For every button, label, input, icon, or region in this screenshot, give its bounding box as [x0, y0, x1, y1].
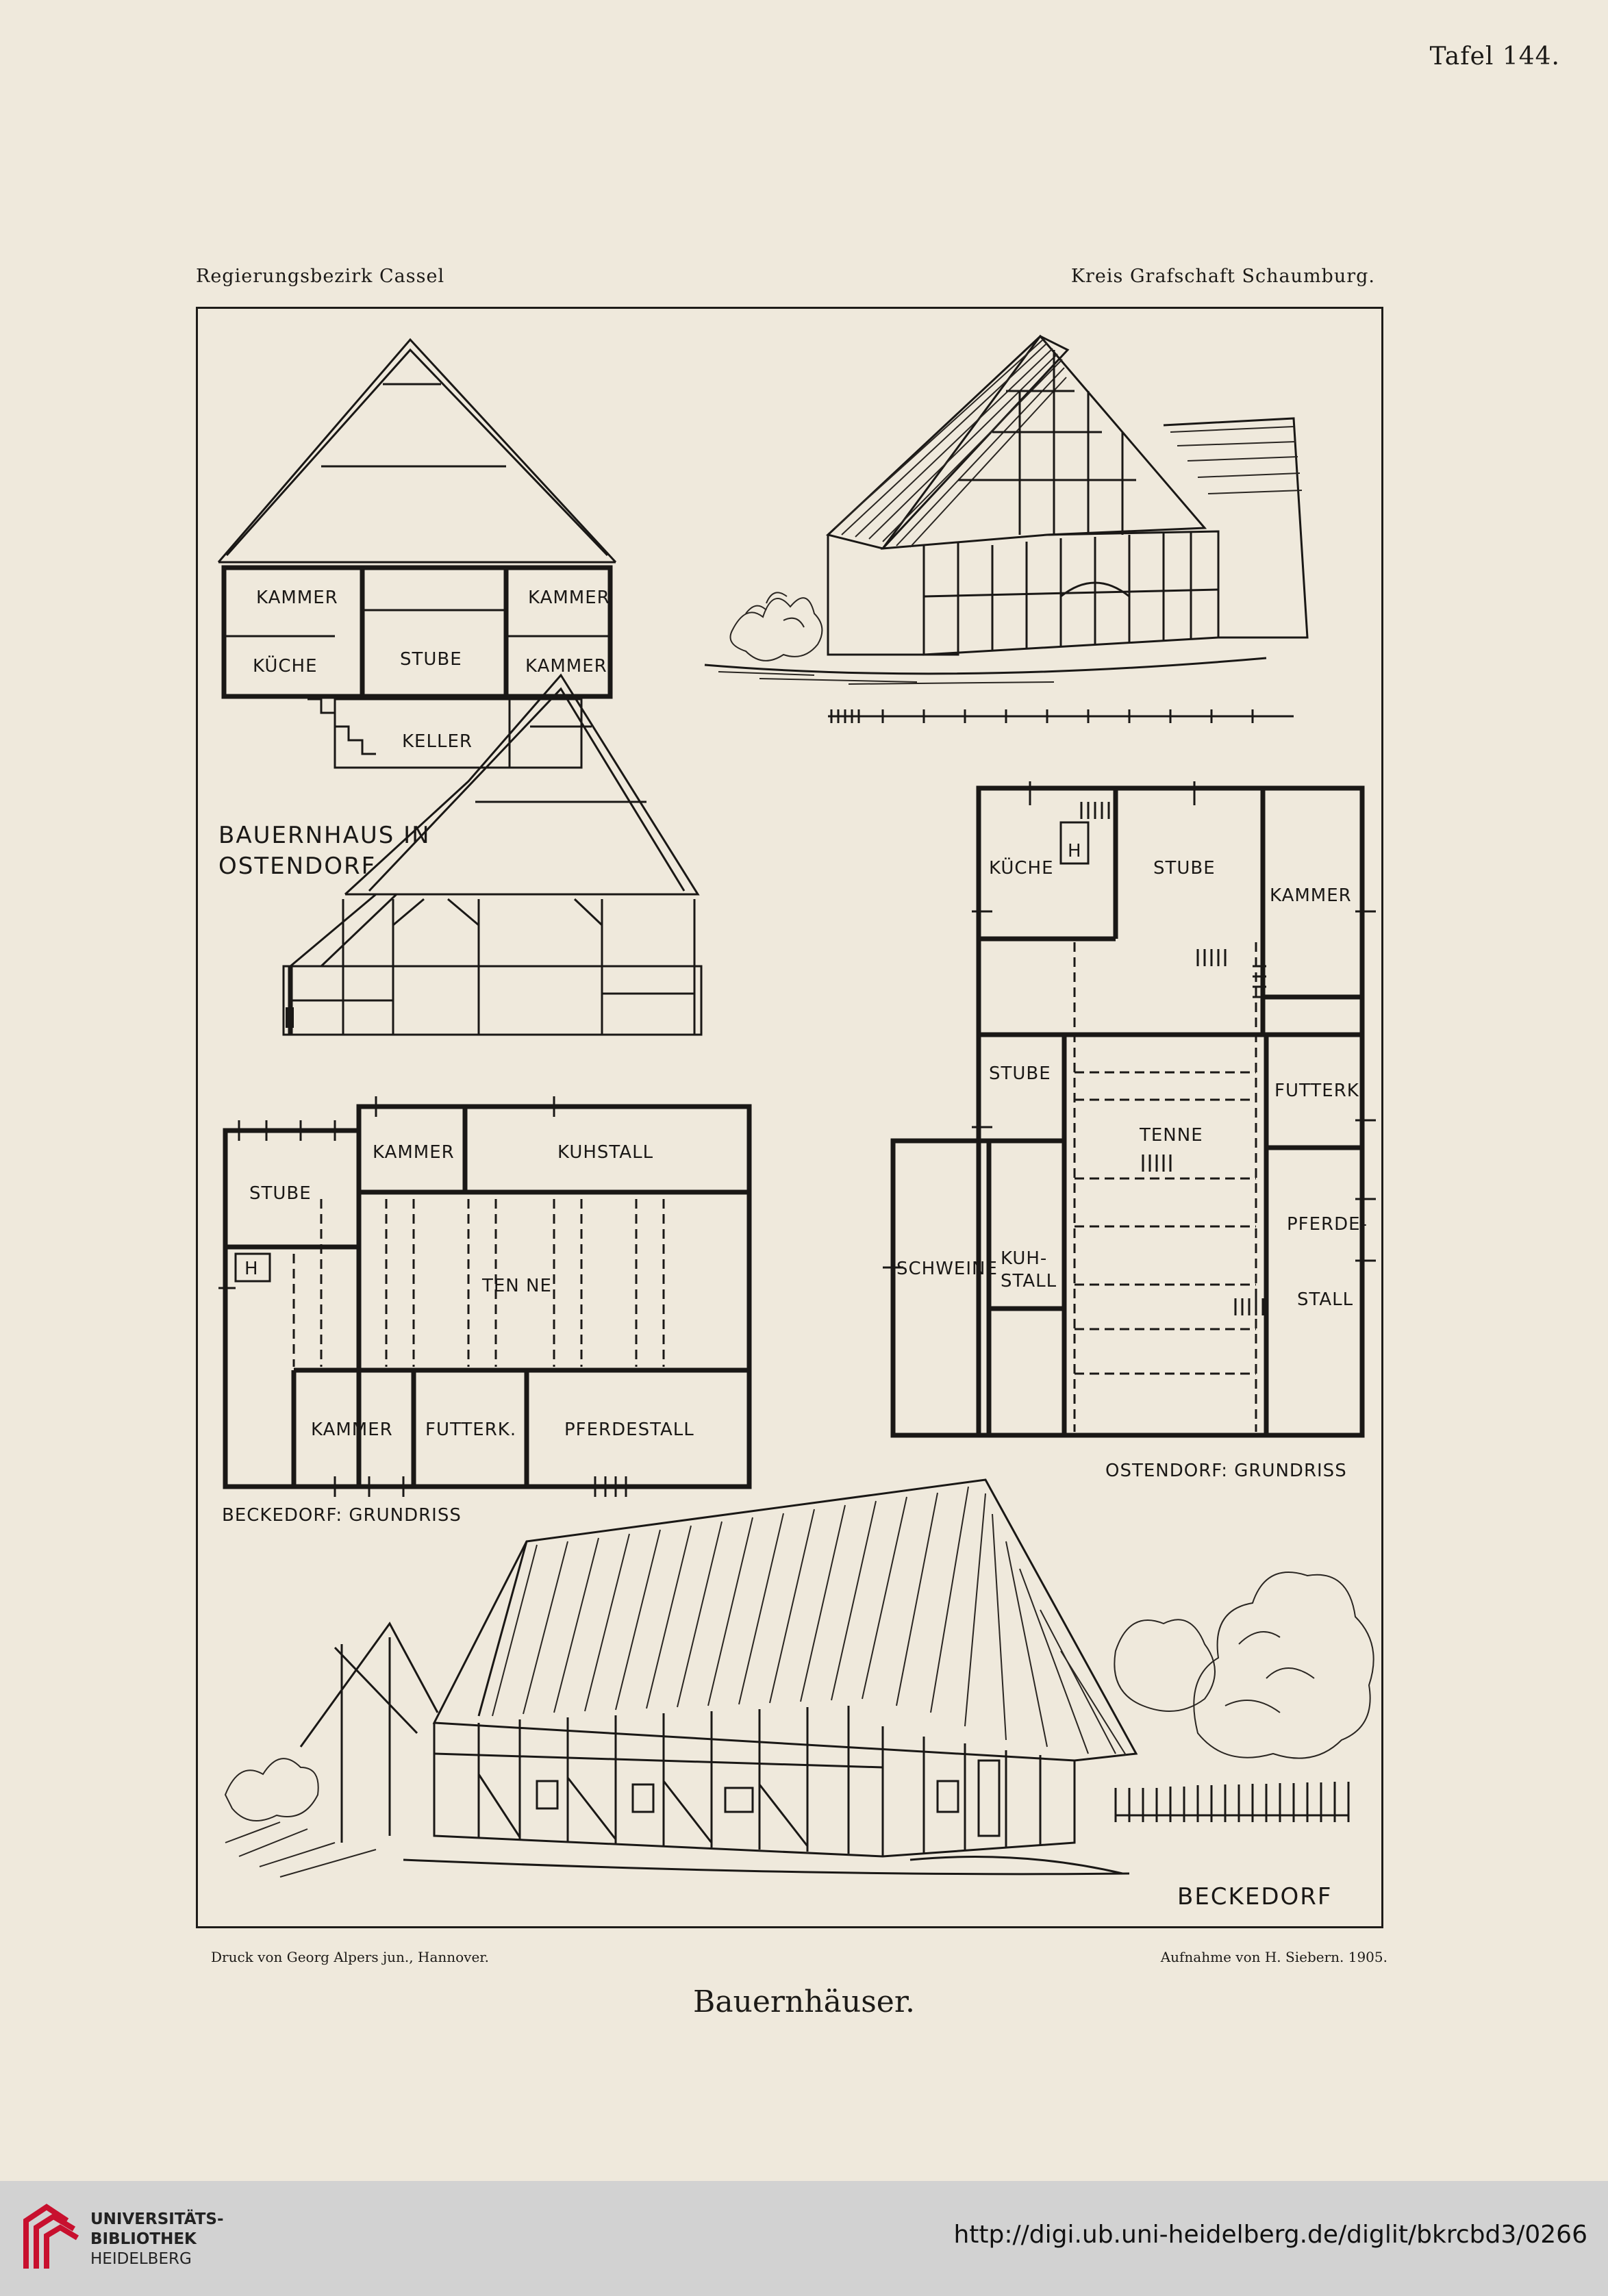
footer-photographer: Aufnahme von H. Siebern. 1905. — [1160, 1949, 1387, 1965]
ostendorf-label-herd: H — [1068, 841, 1082, 861]
ostendorf-label-stall: STALL — [1297, 1289, 1354, 1310]
plate-title: Bauernhäuser. — [692, 1984, 916, 2019]
header-region: Regierungsbezirk Cassel — [196, 266, 445, 287]
plate-drawings — [198, 309, 1381, 1926]
header-district: Kreis Grafschaft Schaumburg. — [1070, 266, 1375, 287]
beckedorf-label: BECKEDORF — [1177, 1883, 1333, 1910]
ostendorf-label-kueche: KÜCHE — [989, 858, 1054, 879]
beckedorf-label-tenne: TEN NE — [482, 1276, 552, 1296]
ostendorf-label-tenne: TENNE — [1140, 1125, 1203, 1146]
beckedorf-label-kammer-bottom: KAMMER — [311, 1420, 393, 1440]
beckedorf-label-stube: STUBE — [249, 1183, 312, 1204]
ostendorf-label-pferde: PFERDE- — [1287, 1214, 1368, 1235]
ostendorf-label-stube-top: STUBE — [1153, 858, 1216, 879]
beckedorf-house-sketch — [225, 1480, 1374, 1910]
ostendorf-label-kammer: KAMMER — [1270, 885, 1352, 906]
caption-ostendorf-line1: BAUERNHAUS IN — [218, 822, 431, 849]
cross-section-house — [218, 340, 616, 768]
beckedorf-label-kuhstall: KUHSTALL — [557, 1142, 654, 1163]
beckedorf-floor-plan — [218, 1096, 749, 1526]
library-name-line1: UNIVERSITÄTS- — [90, 2210, 224, 2228]
beckedorf-label-futterk: FUTTERK. — [425, 1420, 517, 1440]
beckedorf-label-kammer-top: KAMMER — [373, 1142, 455, 1163]
beckedorf-label-pferdestall: PFERDESTALL — [564, 1420, 694, 1440]
library-name — [90, 2210, 224, 2269]
footer-printer: Druck von Georg Alpers jun., Hannover. — [211, 1949, 490, 1965]
ostendorf-label-kuh-stall: STALL — [1001, 1271, 1057, 1291]
caption-ostendorf-line2: OSTENDORF — [218, 853, 377, 880]
plate-frame — [196, 307, 1383, 1928]
section-label-keller: KELLER — [402, 731, 473, 752]
ostendorf-label-kuh: KUH- — [1001, 1248, 1048, 1269]
library-bar — [0, 2181, 1608, 2296]
library-url-link[interactable]: http://digi.ub.uni-heidelberg.de/diglit/bkrcbd3/0266 — [953, 2221, 1587, 2249]
section-label-kueche: KÜCHE — [253, 656, 318, 677]
ostendorf-plan-caption: OSTENDORF: GRUNDRISS — [1105, 1461, 1347, 1481]
ostendorf-label-stube-left: STUBE — [989, 1063, 1051, 1084]
ostendorf-floor-plan — [883, 781, 1376, 1481]
section-label-kammer-1: KAMMER — [256, 588, 338, 608]
library-name-line3: HEIDELBERG — [90, 2250, 192, 2268]
section-label-kammer-2: KAMMER — [528, 588, 610, 608]
plate-number: Tafel 144. — [1429, 42, 1560, 71]
beckedorf-plan-caption: BECKEDORF: GRUNDRISS — [222, 1505, 462, 1526]
section-label-stube: STUBE — [400, 649, 462, 670]
library-logo-icon — [19, 2200, 81, 2275]
ostendorf-label-schweine: SCHWEINE — [896, 1259, 998, 1279]
ostendorf-house-sketch — [705, 336, 1307, 723]
section-label-kammer-3: KAMMER — [525, 656, 607, 677]
ostendorf-label-futterk: FUTTERK. — [1274, 1081, 1366, 1101]
beckedorf-label-herd: H — [244, 1259, 259, 1279]
library-name-line2: BIBLIOTHEK — [90, 2230, 197, 2248]
